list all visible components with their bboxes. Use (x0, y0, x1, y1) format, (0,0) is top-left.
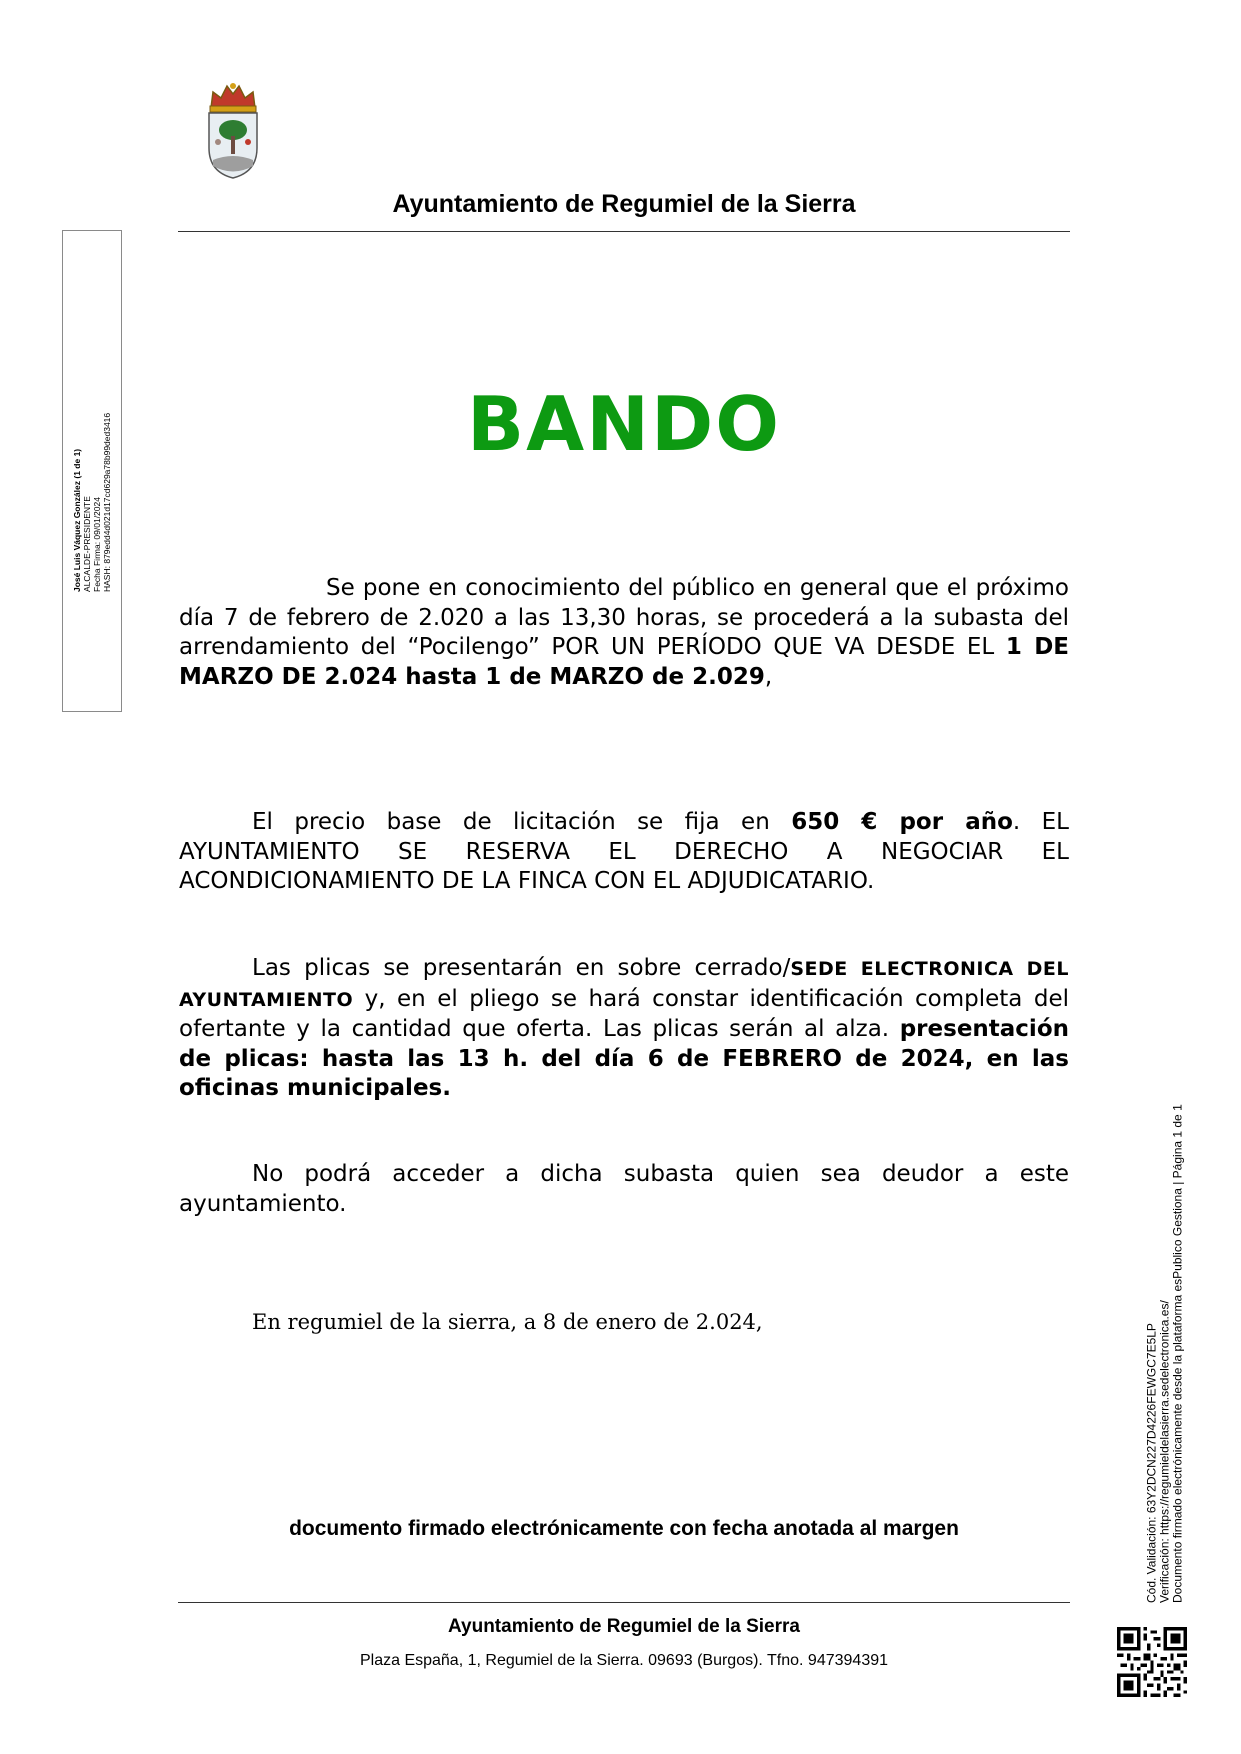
signature-hash: HASH: 879edd4d021d17cd629a78b99ded3416 (102, 412, 112, 592)
verification-url: Verificación: https://regumieldelasierra.sedelectronica.es/ (1157, 1300, 1172, 1603)
electronic-signature-note: documento firmado electrónicamente con fecha anotada al margen (289, 1517, 959, 1540)
header-divider (178, 231, 1070, 232)
footer-divider (178, 1602, 1070, 1603)
qr-code (1117, 1627, 1187, 1697)
closing-date: En regumiel de la sierra, a 8 de enero de 2.024, (252, 1310, 763, 1334)
coat-of-arms-logo (205, 82, 261, 180)
footer-name: Ayuntamiento de Regumiel de la Sierra (448, 1616, 800, 1637)
paragraph-auction: Se pone en conocimiento del público en general que el próximo día 7 de febrero de 2.020 a las 13,30 horas, se procederá a la subasta del arrendamiento del “Pocilengo” POR UN PERÍODO QUE VA DESDE EL 1 DE MARZO DE 2.024 hasta 1 de MARZO de 2.029, (179, 575, 1069, 690)
signature-date: Fecha Firma: 09/01/2024 (92, 497, 102, 592)
signer-role: ALCALDE-PRESIDENTE (82, 496, 92, 592)
paragraph-price: El precio base de licitación se fija en 650 € por año. EL AYUNTAMIENTO SE RESERVA EL DERECHO A NEGOCIAR EL ACONDICIONAMIENTO DE LA FINCA CON EL ADJUDICATARIO. (179, 809, 1069, 894)
paragraph-bids: Las plicas se presentarán en sobre cerrado/SEDE ELECTRONICA DEL AYUNTAMIENTO y, en el pliego se hará constar identificación completa del ofertante y la cantidad que oferta. Las plicas serán al alza. presentación de plicas: hasta las 13 h. del día 6 de FEBRERO de 2024, en las oficinas municipales. (179, 955, 1069, 1101)
validation-code: Cód. Validación: 63Y2DCN227D4226FEWGC7E5LP (1144, 1323, 1159, 1603)
footer-address: Plaza España, 1, Regumiel de la Sierra. 09693 (Burgos). Tfno. 947394391 (359, 1652, 889, 1669)
platform-note: Documento firmado electrónicamente desde la plataforma esPublico Gestiona | Página 1 de 1 (1170, 1104, 1185, 1603)
paragraph-debtors: No podrá acceder a dicha subasta quien sea deudor a este ayuntamiento. (179, 1161, 1069, 1217)
signer-name: José Luis Váquez González (1 de 1) (72, 448, 82, 592)
page-heading: BANDO (467, 380, 781, 468)
header-title: Ayuntamiento de Regumiel de la Sierra (392, 190, 856, 218)
